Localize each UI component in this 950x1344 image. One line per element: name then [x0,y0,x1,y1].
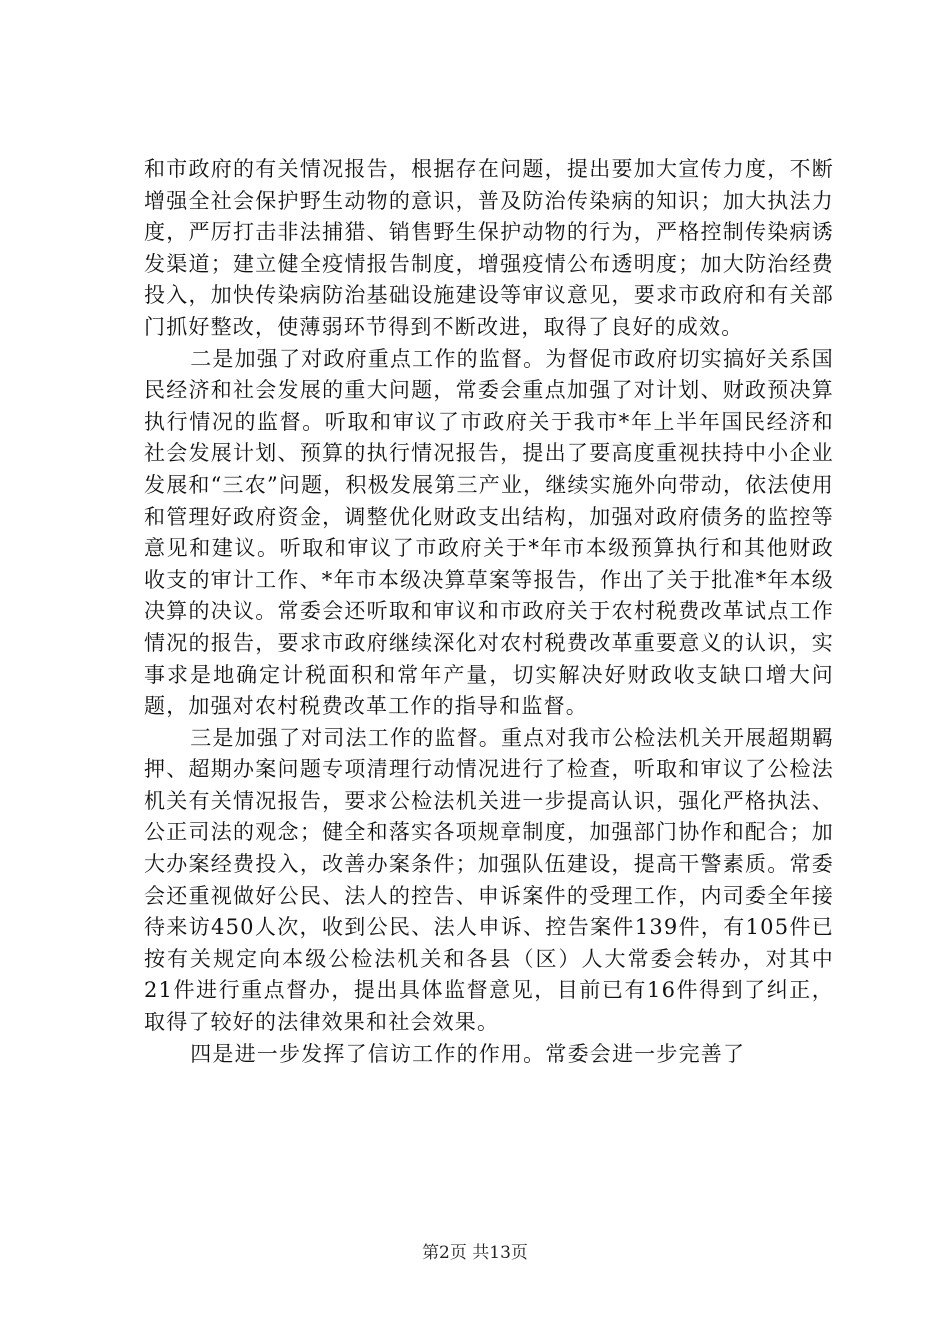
paragraph-continuation: 和市政府的有关情况报告，根据存在问题，提出要加大宣传力度，不断增强全社会保护野生动物的意识，普及防治传染病的知识；加大执法力度，严厉打击非法捕猎、销售野生保护动物的行为，严格控制传染病诱发渠道；建立健全疫情报告制度，增强疫情公布透明度；加大防治经费投入，加快传染病防治基础设施建设等审议意见，要求市政府和有关部门抓好整改，使薄弱环节得到不断改进，取得了良好的成效。 [144,157,834,339]
paragraph-judicial-supervision: 三是加强了对司法工作的监督。重点对我市公检法机关开展超期羁押、超期办案问题专项清理行动情况进行了检查，听取和审议了公检法机关有关情况报告，要求公检法机关进一步提高认识，强化严格执法、公正司法的观念；健全和落实各项规章制度，加强部门协作和配合；加大办案经费投入，改善办案条件；加强队伍建设，提高干警素质。常委会还重视做好公民、法人的控告、申诉案件的受理工作，内司委全年接待来访450人次，收到公民、法人申诉、控告案件139件，有105件已按有关规定向本级公检法机关和各县（区）人大常委会转办，对其中21件进行重点督办，提出具体监督意见，目前已有16件得到了纠正，取得了较好的法律效果和社会效果。 [144,725,834,1035]
page-number-footer: 第2页 共13页 [422,1243,528,1263]
document-body [144,154,834,1070]
paragraph-petition-work: 四是进一步发挥了信访工作的作用。常委会进一步完善了 [190,1041,746,1066]
paragraph-government-supervision: 二是加强了对政府重点工作的监督。为督促市政府切实搞好关系国民经济和社会发展的重大问题，常委会重点加强了对计划、财政预决算执行情况的监督。听取和审议了市政府关于我市*年上半年国民经济和社会发展计划、预算的执行情况报告，提出了要高度重视扶持中小企业发展和“三农”问题，积极发展第三产业，继续实施外向带动，依法使用和管理好政府资金，调整优化财政支出结构，加强对政府债务的监控等意见和建议。听取和审议了市政府关于*年市本级预算执行和其他财政收支的审计工作、*年市本级决算草案等报告，作出了关于批准*年本级决算的决议。常委会还听取和审议和市政府关于农村税费改革试点工作情况的报告，要求市政府继续深化对农村税费改革重要意义的认识，实事求是地确定计税面积和常年产量，切实解决好财政收支缺口增大问题，加强对农村税费改革工作的指导和监督。 [144,346,834,719]
